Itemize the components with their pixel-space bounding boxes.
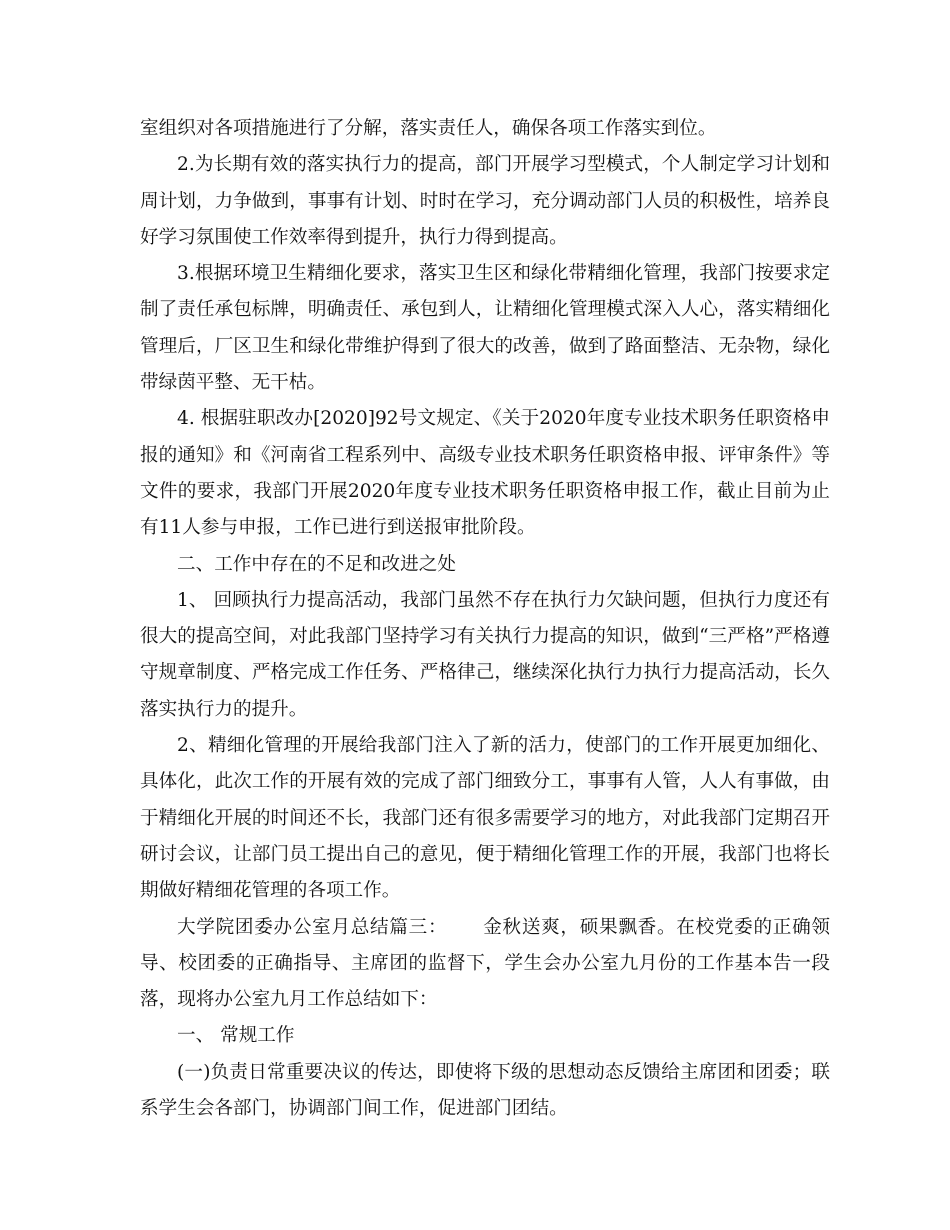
paragraph: 4. 根据驻职改办[2020]92号文规定、《关于2020年度专业技术职务任职资格申报的通知》和《河南省工程系列中、高级专业技术职务任职资格申报、评审条件》等文件的要求，我部门开展2020年度专业技术职务任职资格申报工作，截止目前为止有11人参与申报，工作已进行到送报审批阶段。 bbox=[140, 408, 830, 539]
section-heading: 二、工作中存在的不足和改进之处 bbox=[177, 553, 456, 575]
section-heading: 一、 常规工作 bbox=[177, 1025, 295, 1047]
paragraph: 3.根据环境卫生精细化要求，落实卫生区和绿化带精细化管理，我部门按要求定制了责任承包标牌，明确责任、承包到人，让精细化管理模式深入人心，落实精细化管理后，厂区卫生和绿化带维护得到了很大的改善，做到了路面整洁、无杂物，绿化带绿茵平整、无干枯。 bbox=[140, 263, 830, 394]
paragraph: 大学院团委办公室月总结篇三： 金秋送爽，硕果飘香。在校党委的正确领导、校团委的正确指导、主席团的监督下，学生会办公室九月份的工作基本告一段落，现将办公室九月工作总结如下： bbox=[140, 916, 830, 1011]
paragraph: 室组织对各项措施进行了分解，落实责任人，确保各项工作落实到位。 bbox=[140, 118, 717, 139]
paragraph: (一)负责日常重要决议的传达，即使将下级的思想动态反馈给主席团和团委；联系学生会各部门，协调部门间工作，促进部门团结。 bbox=[140, 1061, 830, 1120]
paragraph: 2、精细化管理的开展给我部门注入了新的活力，使部门的工作开展更加细化、具体化，此次工作的开展有效的完成了部门细致分工，事事有人管，人人有事做，由于精细化开展的时间还不长，我部门还有很多需要学习的地方，对此我部门定期召开研讨会议，让部门员工提出自己的意见，便于精细化管理工作的开展，我部门也将长期做好精细花管理的各项工作。 bbox=[140, 735, 830, 902]
paragraph: 2.为长期有效的落实执行力的提高，部门开展学习型模式，个人制定学习计划和周计划，力争做到，事事有计划、时时在学习，充分调动部门人员的积极性，培养良好学习氛围使工作效率得到提升，执行力得到提高。 bbox=[140, 154, 830, 248]
paragraph: 1、 回顾执行力提高活动，我部门虽然不存在执行力欠缺问题，但执行力度还有很大的提高空间，对此我部门坚持学习有关执行力提高的知识，做到“三严格”严格遵守规章制度、严格完成工作任务、严格律己，继续深化执行力执行力提高活动，长久落实执行力的提升。 bbox=[140, 589, 830, 720]
